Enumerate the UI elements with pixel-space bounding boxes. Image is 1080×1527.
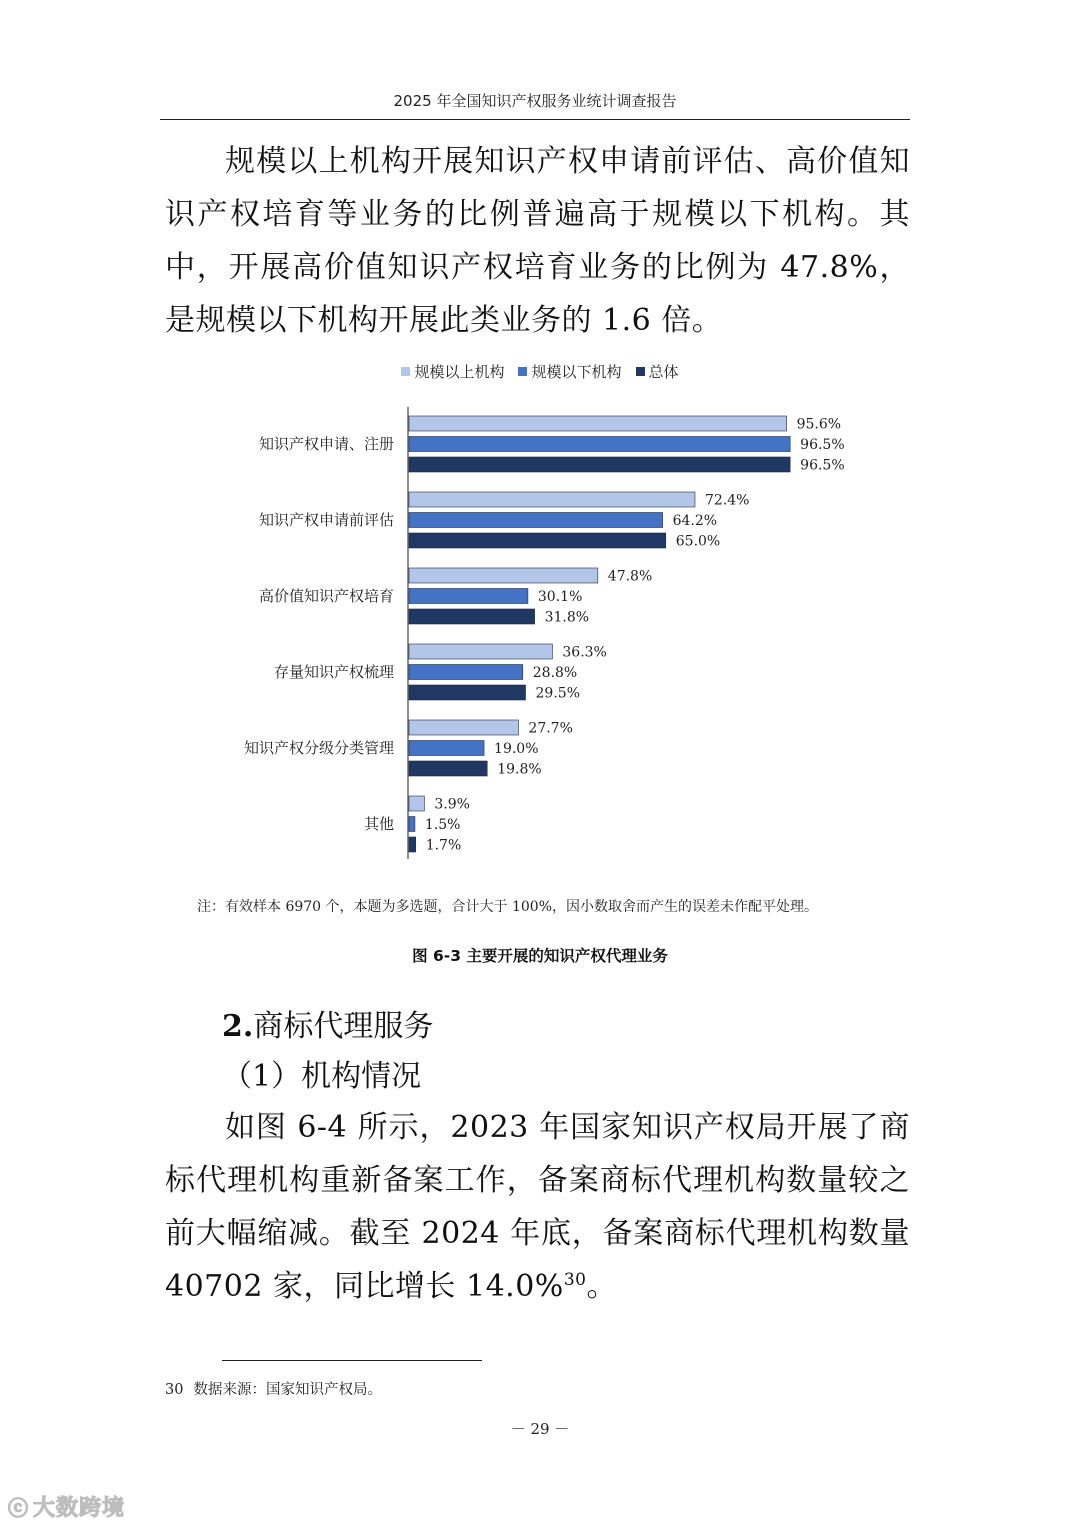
bar-chart xyxy=(0,395,1080,875)
data-label: 27.7% xyxy=(528,720,573,737)
legend-swatch xyxy=(518,367,527,376)
bar-规模以下机构 xyxy=(409,589,528,604)
figure-caption: 图 6-3 主要开展的知识产权代理业务 xyxy=(412,947,668,965)
footnote-ref[interactable]: 30 xyxy=(563,1270,587,1290)
category-label: 知识产权分级分类管理 xyxy=(243,739,394,757)
data-label: 30.1% xyxy=(537,589,583,605)
bar-总体 xyxy=(409,761,487,776)
legend-item xyxy=(401,361,504,382)
bar-规模以上机构 xyxy=(409,568,598,583)
bar-规模以上机构 xyxy=(409,416,787,431)
bar-规模以上机构 xyxy=(409,796,424,811)
data-label: 19.8% xyxy=(497,761,542,778)
data-label: 28.8% xyxy=(532,665,578,681)
category-label: 其他 xyxy=(363,815,394,833)
legend-label: 规模以上机构 xyxy=(414,363,505,381)
data-label: 95.6% xyxy=(796,416,842,433)
data-label: 65.0% xyxy=(675,533,721,550)
watermark-text: 大数跨境 xyxy=(33,1496,126,1521)
data-label: 36.3% xyxy=(562,644,607,661)
footnote xyxy=(165,1378,392,1399)
sub-heading: （1）机构情况 xyxy=(222,1059,422,1094)
legend-item xyxy=(636,361,679,382)
footnote-rule xyxy=(222,1360,482,1361)
legend-item xyxy=(518,361,621,382)
bar-规模以上机构 xyxy=(409,492,695,507)
bar-规模以下机构 xyxy=(409,665,523,680)
data-label: 47.8% xyxy=(607,568,653,585)
bar-总体 xyxy=(409,837,416,852)
footnote-text: 数据来源：国家知识产权局。 xyxy=(193,1382,382,1398)
legend-swatch xyxy=(401,367,410,376)
body-paragraph-1: 规模以上机构开展知识产权申请前评估、高价值知识产权培育等业务的比例普遍高于规模以下机构。其中，开展高价值知识产权培育业务的比例为 47.8%，是规模以下机构开展此类业务的 1.6 倍。 xyxy=(165,144,910,338)
bar-规模以上机构 xyxy=(409,644,552,659)
category-label: 知识产权申请、注册 xyxy=(258,435,394,453)
bar-规模以下机构 xyxy=(409,817,415,832)
data-label: 96.5% xyxy=(800,437,845,453)
data-label: 3.9% xyxy=(434,796,470,813)
chart-note: 注：有效样本 6970 个，本题为多选题，合计大于 100%，因小数取舍而产生的误差未作配平处理。 xyxy=(197,899,819,915)
data-label: 1.7% xyxy=(425,837,462,854)
legend-label: 规模以下机构 xyxy=(531,363,622,381)
category-label: 知识产权申请前评估 xyxy=(258,511,394,529)
watermark xyxy=(8,1491,125,1522)
section-title: 商标代理服务 xyxy=(253,1009,434,1044)
chart-legend xyxy=(0,361,1080,382)
bar-规模以上机构 xyxy=(409,720,518,735)
category-label: 存量知识产权梳理 xyxy=(273,663,394,681)
category-label: 高价值知识产权培育 xyxy=(258,587,394,605)
data-label: 72.4% xyxy=(704,492,750,509)
data-label: 96.5% xyxy=(800,457,845,474)
bar-总体 xyxy=(409,609,535,624)
body-paragraph-2 xyxy=(165,1101,910,1313)
bar-总体 xyxy=(409,457,790,472)
bar-规模以下机构 xyxy=(409,513,663,528)
data-label: 64.2% xyxy=(672,513,718,529)
data-label: 29.5% xyxy=(535,685,581,702)
page-number: － 29 － xyxy=(510,1420,570,1438)
legend-swatch xyxy=(636,367,645,376)
watermark-logo-icon: ⓒ xyxy=(8,1496,29,1520)
section-number: 2. xyxy=(222,1009,254,1044)
bar-规模以下机构 xyxy=(409,437,790,452)
bar-总体 xyxy=(409,533,666,548)
data-label: 1.5% xyxy=(424,817,461,833)
bar-规模以下机构 xyxy=(409,741,484,756)
footnote-number: 30 xyxy=(165,1382,184,1398)
paragraph-text: 如图 6-4 所示，2023 年国家知识产权局开展了商标代理机构重新备案工作，备案商标代理机构数量较之前大幅缩减。截至 2024 年底，备案商标代理机构数量 40702 家，同比增长 14.0% xyxy=(165,1110,910,1304)
section-heading xyxy=(222,1005,433,1049)
legend-label: 总体 xyxy=(648,363,679,381)
running-header: 2025 年全国知识产权服务业统计调查报告 xyxy=(393,92,677,110)
paragraph-end: 。 xyxy=(586,1269,617,1304)
data-label: 31.8% xyxy=(544,609,590,626)
data-label: 19.0% xyxy=(494,741,539,757)
header-rule xyxy=(160,119,910,120)
bar-总体 xyxy=(409,685,526,700)
